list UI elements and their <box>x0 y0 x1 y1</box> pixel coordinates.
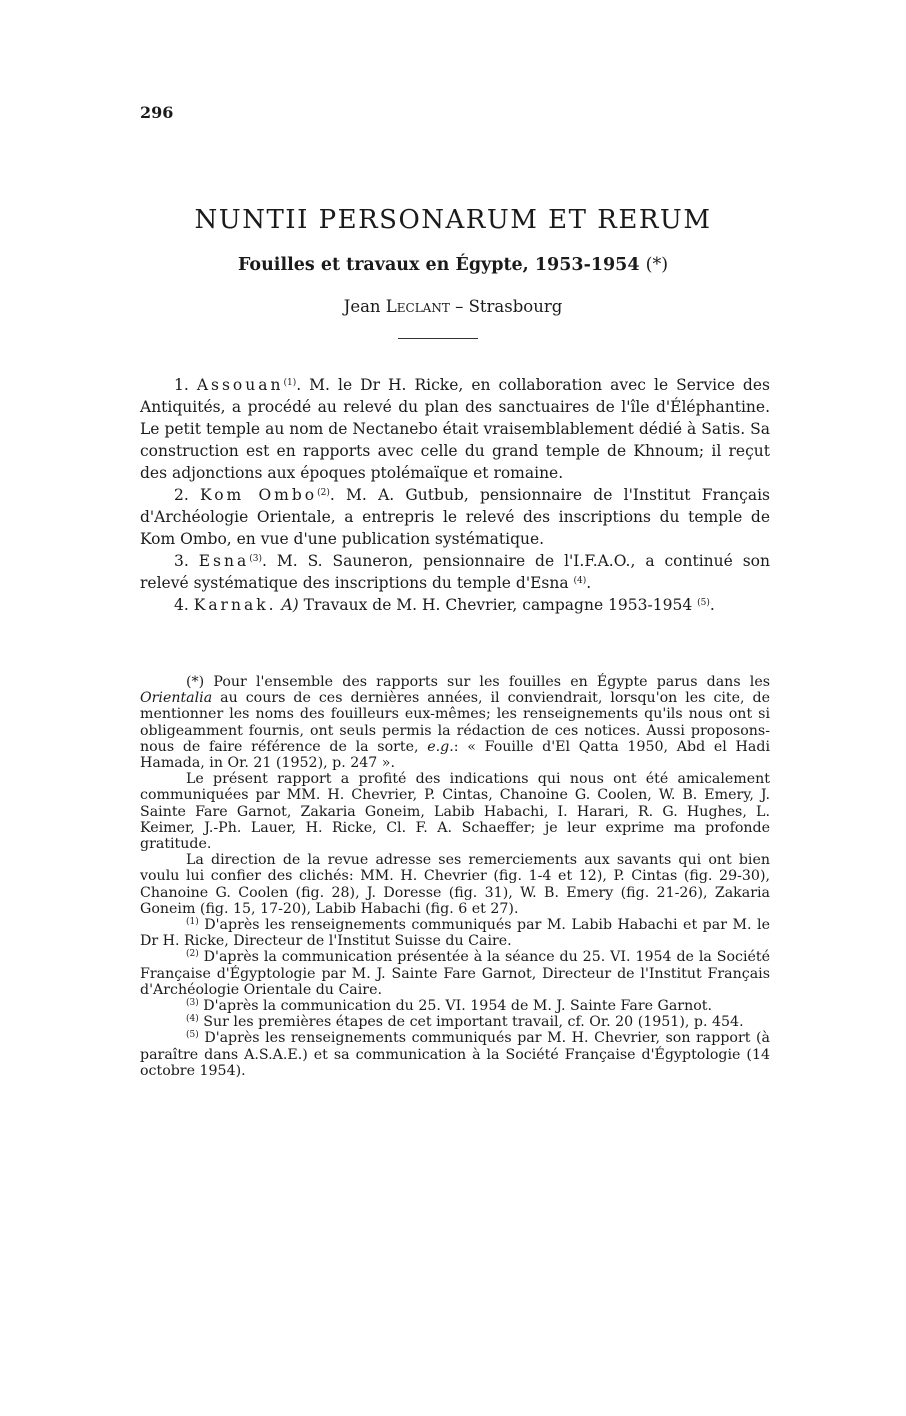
article-title <box>0 255 906 275</box>
paragraph-assouan <box>140 374 770 484</box>
section-text: . M. le Dr H. Ricke, en collaboration avec le Service des Antiquités, a procédé au relevé du plan des sanctuaires de l'île d'Éléphantine. Le petit temple au nom de Nectanebo était vraisemblablement dédié à Satis. Sa construction est en rapports avec celle du grand temple de Khnoum; il reçut des adjonctions aux époques ptolémaïque et romaine. <box>140 376 770 482</box>
footnote-ref: (5) <box>697 598 710 608</box>
footnote-text: au cours de ces dernières années, il conviendrait, lorsqu'on les cite, de mentionner les noms des fouilleurs eux-mêmes; les renseignements qu'ils nous ont si obligeamment fournis, ont seuls permis la rédaction de ces notices. Aussi proposons-nous de faire référence de la sorte, <box>140 690 770 755</box>
footnote-text: : « Fouille d'El Qatta 1950, Abd el Hadi Hamada, in Or. 21 (1952), p. 247 ». <box>140 738 770 772</box>
footnote-number: (2) <box>186 949 199 960</box>
section-text: . M. S. Sauneron, pensionnaire de l'I.F.A.O., a continué son relevé systématique des inscriptions du temple d'Esna <box>140 552 770 592</box>
footnote-2 <box>140 949 770 998</box>
section-number: 3. <box>174 552 189 570</box>
footnote-ref: (2) <box>317 488 330 498</box>
footnote-3 <box>140 998 770 1014</box>
footnote-5 <box>140 1030 770 1079</box>
footnote-ref: (4) <box>573 576 587 586</box>
section-text: . M. A. Gutbub, pensionnaire de l'Institut Français d'Archéologie Orientale, a entrepris le relevé des inscriptions du temple de Kom Ombo, en vue d'une publication systématique. <box>140 486 770 548</box>
paragraph-kom-ombo <box>140 484 770 550</box>
footnote-text: Sur les premières étapes de cet important travail, cf. Or. 20 (1951), p. 454. <box>198 1014 744 1031</box>
page-title: NUNTII PERSONARUM ET RERUM <box>194 205 712 236</box>
footnote-number: (4) <box>186 1014 199 1025</box>
footnotes <box>140 674 770 1079</box>
section-number: 2. <box>174 486 189 504</box>
footnote-star <box>140 674 770 771</box>
footnote-ref-number: 5 <box>700 598 707 608</box>
paragraph-karnak <box>140 594 770 616</box>
author-last-name: Leclant <box>385 297 450 316</box>
footnote-text: Pour l'ensemble des rapports sur les fouilles en Égypte parus dans les <box>204 674 770 690</box>
footnote-number: (1) <box>186 917 199 928</box>
footnote-4 <box>140 1014 770 1030</box>
footnote-text: D'après la communication présentée à la séance du 25. VI. 1954 de la Société Française d'Égyptologie par M. J. Sainte Fare Garnot, Directeur de l'Institut Français d'Archéologie Orientale du Caire. <box>140 949 770 998</box>
section-place: Karnak. <box>193 596 277 614</box>
footnote-text: D'après les renseignements communiqués par M. Labib Habachi et par M. le Dr H. Ricke, Directeur de l'Institut Suisse du Caire. <box>140 917 770 950</box>
footnote-number: (3) <box>186 998 199 1009</box>
body-text <box>140 374 770 616</box>
section-end: . <box>709 596 715 614</box>
footnote-ref: (3) <box>249 554 262 564</box>
footnote-1 <box>140 917 770 949</box>
title-rule <box>398 338 478 339</box>
page-number: 296 <box>140 103 174 122</box>
journal-title: Orientalia <box>140 690 213 707</box>
footnote-ref-number: 1 <box>286 378 293 388</box>
paragraph-esna <box>140 550 770 594</box>
footnote-eg: e.g. <box>427 738 454 755</box>
section-place: Assouan <box>196 376 284 394</box>
footnote-photo-credits: La direction de la revue adresse ses remerciements aux savants qui ont bien voulu lui confier des clichés: MM. H. Chevrier (fig. 1-4 et 12), P. Cintas (fig. 29-30), Chanoine G. Coolen (fig. 28), J. Doresse (fig. 31), W. B. Emery (fig. 21-26), Zakaria Goneim (fig. 15, 17-20), Labib Habachi (fig. 6 et 27). <box>140 852 770 917</box>
author-line <box>0 297 906 316</box>
author-place: – Strasbourg <box>449 297 563 316</box>
section-number: 4. <box>174 596 189 614</box>
section-number: 1. <box>174 376 189 394</box>
article-title-text: Fouilles et travaux en Égypte, 1953-1954 <box>237 255 640 275</box>
footnote-mark: (*) <box>186 674 205 690</box>
footnote-ref-number: 2 <box>320 488 327 498</box>
author-first-name: Jean <box>343 297 381 316</box>
section-text: Travaux de M. H. Chevrier, campagne 1953-1954 <box>298 596 693 614</box>
section-subsection: A) <box>281 596 299 614</box>
section-place: Esna <box>198 552 250 570</box>
footnote-acknowledgements: Le présent rapport a profité des indications qui nous ont été amicalement communiquées par MM. H. Chevrier, P. Cintas, Chanoine G. Coolen, W. B. Emery, J. Sainte Fare Garnot, Zakaria Goneim, Labib Habachi, I. Harari, R. G. Hughes, L. Keimer, J.-Ph. Lauer, H. Ricke, Cl. F. A. Schaeffer; je leur exprime ma profonde gratitude. <box>140 771 770 853</box>
footnote-ref-number: 3 <box>252 554 259 564</box>
section-place: Kom Ombo <box>200 486 318 504</box>
footnote-ref-number: 4 <box>577 576 583 586</box>
article-title-note-mark: (*) <box>645 255 669 275</box>
footnote-text: D'après les renseignements communiqués par M. H. Chevrier, son rapport (à paraître dans A.S.A.E.) et sa communication à la Société Française d'Égyptologie (14 octobre 1954). <box>140 1030 770 1079</box>
footnote-ref: (1) <box>283 378 297 388</box>
section-end: . <box>586 574 592 592</box>
footnote-number: (5) <box>186 1030 199 1041</box>
footnote-text: D'après la communication du 25. VI. 1954 de M. J. Sainte Fare Garnot. <box>198 998 712 1015</box>
